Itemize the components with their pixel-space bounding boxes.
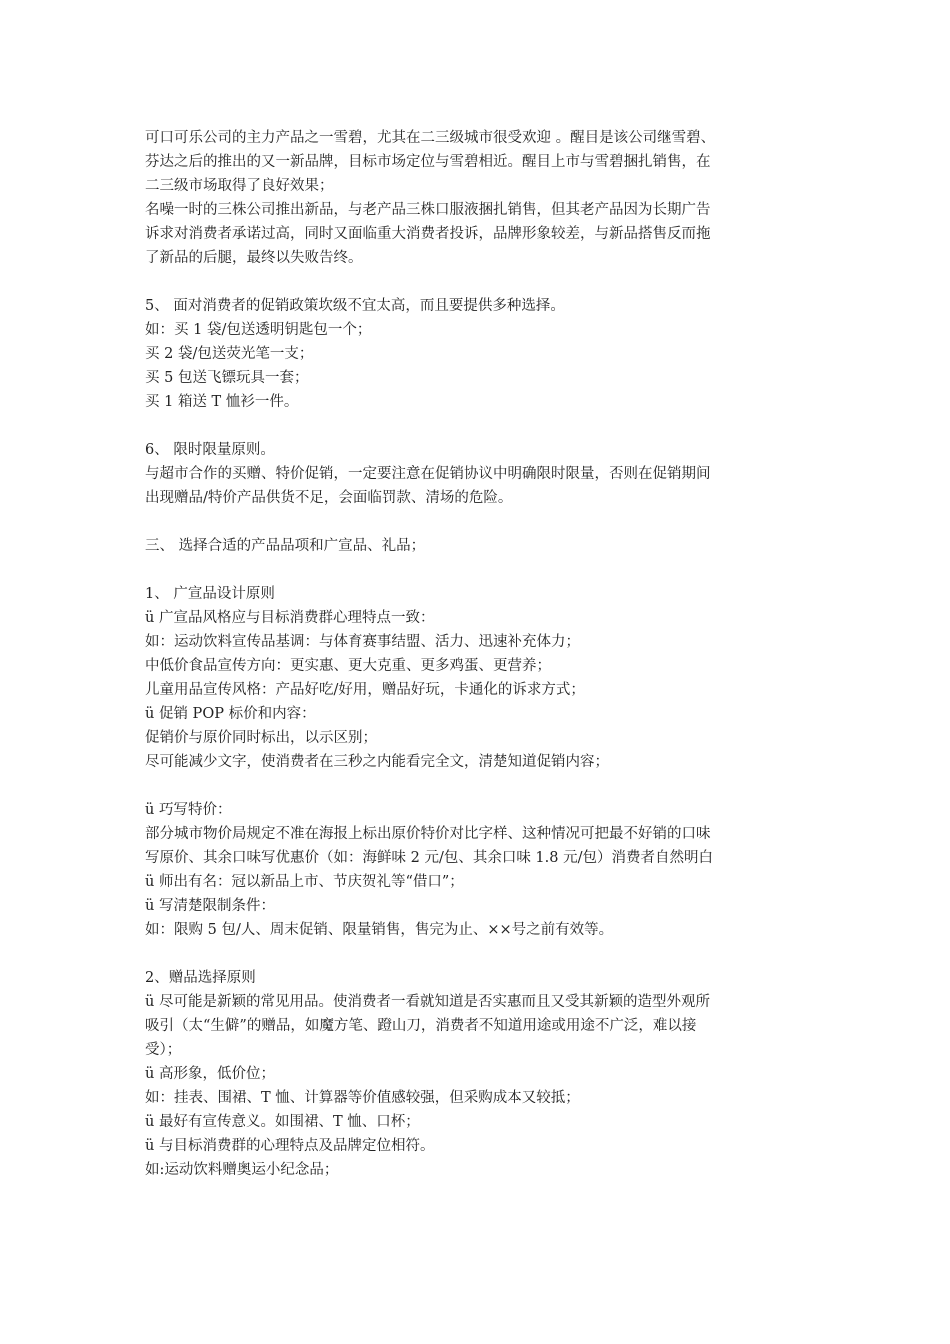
text-line: 中低价食品宣传方向：更实惠、更大克重、更多鸡蛋、更营养； [145, 658, 551, 674]
text-line: ü 高形象，低价位； [145, 1066, 275, 1082]
text-line: ü 最好有宣传意义。如围裙、T 恤、口杯； [145, 1114, 420, 1130]
text-line: ü 尽可能是新颖的常见用品。使消费者一看就知道是否实惠而且又受其新颖的造型外观所 [145, 994, 710, 1010]
text-line: 吸引（太“生僻”的赠品，如魔方笔、蹬山刀，消费者不知道用途或用途不广泛，难以接 [145, 1018, 697, 1034]
text-line: 买 2 袋/包送荧光笔一支； [145, 346, 314, 362]
text-line: 如：限购 5 包/人、周末促销、限量销售，售完为止、××号之前有效等。 [145, 922, 614, 938]
text-line: 买 1 箱送 T 恤衫一件。 [145, 394, 299, 410]
text-line: 买 5 包送飞镖玩具一套； [145, 370, 309, 386]
text-line: 出现赠品/特价产品供货不足，会面临罚款、清场的危险。 [145, 490, 513, 506]
text-line: 5、 面对消费者的促销政策坎级不宜太高，而且要提供多种选择。 [145, 298, 565, 314]
text-line: 6、 限时限量原则。 [145, 442, 275, 458]
text-line: 芬达之后的推出的又一新品牌，目标市场定位与雪碧相近。醒目上市与雪碧捆扎销售，在 [145, 154, 711, 170]
blank-line [145, 510, 815, 534]
blank-line [145, 774, 815, 798]
text-line: 儿童用品宣传风格：产品好吃/好用，赠品好玩，卡通化的诉求方式； [145, 682, 585, 698]
text-line: 受）； [145, 1042, 182, 1058]
text-line: 尽可能减少文字，使消费者在三秒之内能看完全文，清楚知道促销内容； [145, 754, 609, 770]
blank-line [145, 558, 815, 582]
text-line: 与超市合作的买赠、特价促销，一定要注意在促销协议中明确限时限量，否则在促销期间 [145, 466, 711, 482]
text-line: 部分城市物价局规定不准在海报上标出原价特价对比字样、这种情况可把最不好销的口味 [145, 826, 711, 842]
text-line: 2、赠品选择原则 [145, 970, 256, 986]
text-line: 写原价、其余口味写优惠价（如：海鲜味 2 元/包、其余口味 1.8 元/包）消费者自然明白 [145, 850, 713, 866]
blank-line [145, 942, 815, 966]
blank-line [145, 414, 815, 438]
text-line: 如:运动饮料赠奥运小纪念品； [145, 1162, 339, 1178]
text-line: 如：买 1 袋/包送透明钥匙包一个； [145, 322, 372, 338]
text-line: 诉求对消费者承诺过高，同时又面临重大消费者投诉，品牌形象较差，与新品搭售反而拖 [145, 226, 711, 242]
text-line: 如：运动饮料宣传品基调：与体育赛事结盟、活力、迅速补充体力； [145, 634, 580, 650]
text-line: 1、 广宣品设计原则 [145, 586, 275, 602]
text-line: ü 巧写特价： [145, 802, 232, 818]
text-line: 二三级市场取得了良好效果； [145, 178, 334, 194]
text-line: 促销价与原价同时标出，以示区别； [145, 730, 377, 746]
document-body [145, 126, 815, 1182]
text-line: ü 促销 POP 标价和内容： [145, 706, 316, 722]
text-line: ü 与目标消费群的心理特点及品牌定位相符。 [145, 1138, 435, 1154]
text-line: 了新品的后腿，最终以失败告终。 [145, 250, 363, 266]
text-line: ü 写清楚限制条件： [145, 898, 275, 914]
text-line: ü 广宣品风格应与目标消费群心理特点一致： [145, 610, 435, 626]
text-line: 三、 选择合适的产品品项和广宣品、礼品； [145, 538, 426, 554]
blank-line [145, 270, 815, 294]
text-line: 如：挂表、围裙、T 恤、计算器等价值感较强，但采购成本又较抵； [145, 1090, 580, 1106]
text-line: 可口可乐公司的主力产品之一雪碧，尤其在二三级城市很受欢迎 。醒目是该公司继雪碧、 [145, 130, 716, 146]
text-line: ü 师出有名：冠以新品上市、节庆贺礼等“借口”； [145, 874, 464, 890]
text-line: 名噪一时的三株公司推出新品，与老产品三株口服液捆扎销售，但其老产品因为长期广告 [145, 202, 711, 218]
